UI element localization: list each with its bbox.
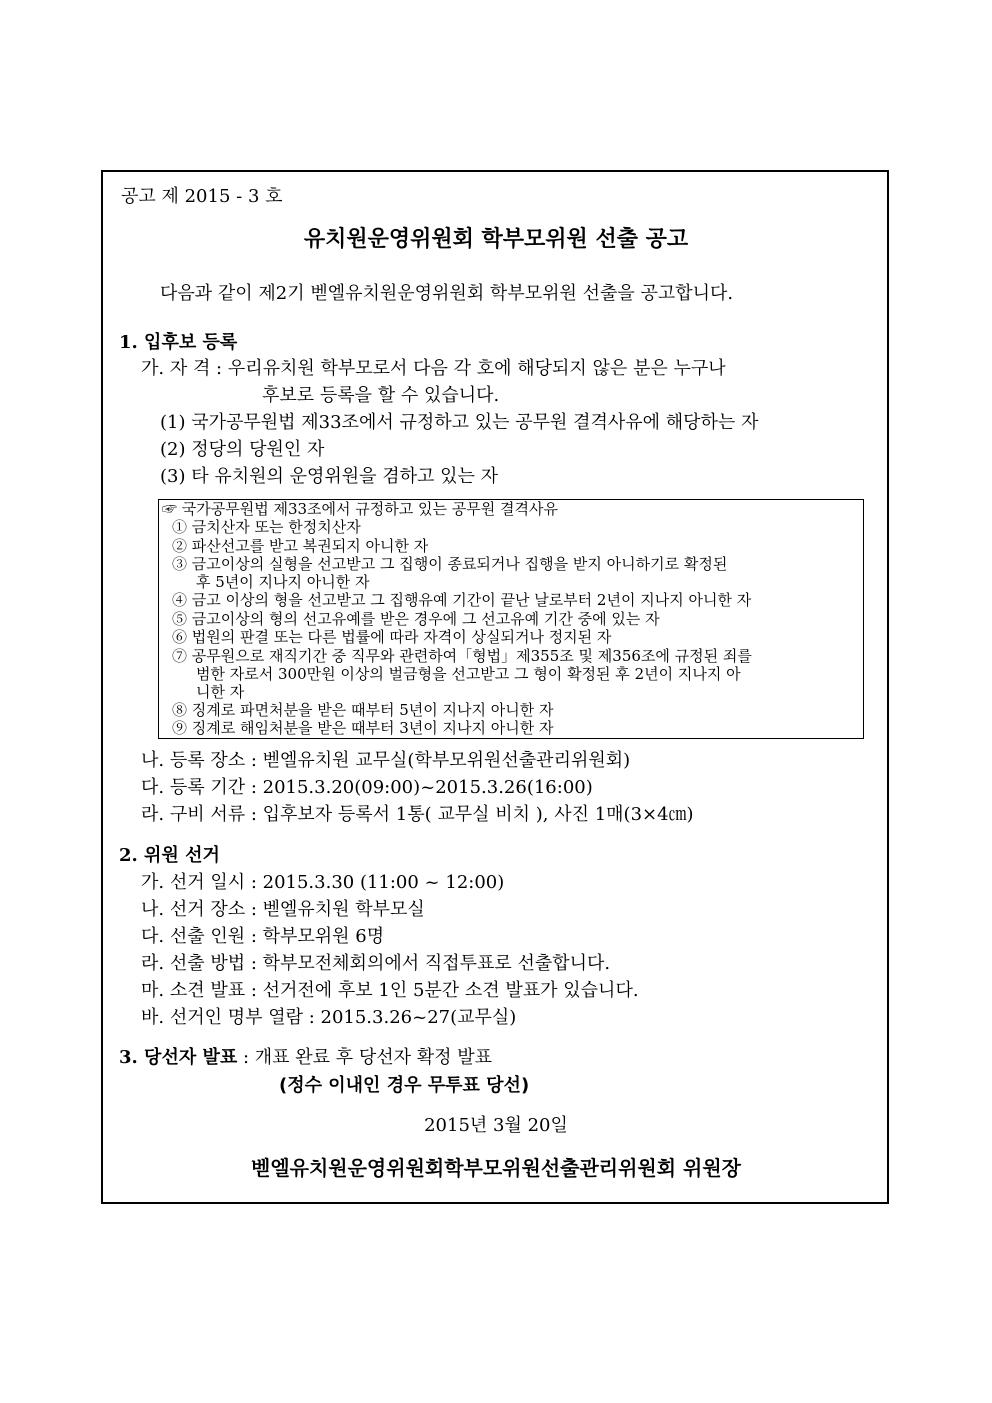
box-line: ③ 금고이상의 실형을 선고받고 그 집행이 종료되거나 집행을 받지 아니하기로 확정된: [172, 555, 728, 573]
box-line: ⑨ 징계로 해임처분을 받은 때부터 3년이 지나지 아니한 자: [172, 719, 554, 737]
notice-date: 2015년 3월 20일: [424, 1115, 568, 1136]
registration-place: 나. 등록 장소 : 벧엘유치원 교무실(학부모위원선출관리위원회): [141, 750, 631, 771]
signature-line: 벧엘유치원운영위원회학부모위원선출관리위원회 위원장: [251, 1156, 741, 1180]
election-item: 바. 선거인 명부 열람 : 2015.3.26~27(교무실): [141, 1007, 517, 1028]
box-line: 범한 자로서 300만원 이상의 벌금형을 선고받고 그 형이 확정된 후 2년이 지나지 아: [196, 665, 741, 683]
registration-period: 다. 등록 기간 : 2015.3.20(09:00)~2015.3.26(16:00): [141, 777, 593, 798]
required-documents: 라. 구비 서류 : 입후보자 등록서 1통( 교무실 비치 ), 사진 1매(3×4㎝): [141, 804, 694, 825]
eligibility-line-1: 가. 자 격 : 우리유치원 학부모로서 다음 각 호에 해당되지 않은 분은 누구나: [141, 358, 726, 379]
section-2-heading: 2. 위원 선거: [119, 845, 220, 866]
box-line: ⑥ 법원의 판결 또는 다른 법률에 따라 자격이 상실되거나 정지된 자: [172, 628, 612, 646]
box-line: ① 금치산자 또는 한정치산자: [172, 518, 361, 536]
box-line: ④ 금고 이상의 형을 선고받고 그 집행유예 기간이 끝난 날로부터 2년이 지나지 아니한 자: [172, 591, 752, 609]
box-title: ☞ 국가공무원법 제33조에서 규정하고 있는 공무원 결격사유: [162, 500, 558, 518]
box-line: ⑤ 금고이상의 형의 선고유예를 받은 경우에 그 선고유예 기간 중에 있는 자: [172, 610, 660, 628]
election-item: 라. 선출 방법 : 학부모전체회의에서 직접투표로 선출합니다.: [141, 953, 611, 974]
exclusion-item: (1) 국가공무원법 제33조에서 규정하고 있는 공무원 결격사유에 해당하는 자: [160, 412, 759, 433]
election-item: 가. 선거 일시 : 2015.3.30 (11:00 ~ 12:00): [141, 872, 505, 893]
box-line: ② 파산선고를 받고 복권되지 아니한 자: [172, 537, 429, 555]
uncontested-note: (정수 이내인 경우 무투표 당선): [279, 1075, 530, 1096]
notice-number: 공고 제 2015 - 3 호: [121, 186, 283, 207]
section-3-text: : 개표 완료 후 당선자 확정 발표: [237, 1047, 493, 1068]
box-line: 니한 자: [196, 683, 245, 701]
election-item: 마. 소견 발표 : 선거전에 후보 1인 5분간 소견 발표가 있습니다.: [141, 980, 639, 1001]
section-3-line: [119, 1047, 492, 1069]
election-item: 나. 선거 장소 : 벧엘유치원 학부모실: [141, 899, 425, 920]
box-line: ⑦ 공무원으로 재직기간 중 직무와 관련하여「형법」제355조 및 제356조에 규정된 죄를: [172, 647, 752, 665]
intro-text: 다음과 같이 제2기 벧엘유치원운영위원회 학부모위원 선출을 공고합니다.: [160, 283, 734, 304]
eligibility-line-2: 후보로 등록을 할 수 있습니다.: [262, 385, 500, 406]
exclusion-item: (2) 정당의 당원인 자: [160, 439, 325, 460]
section-3-heading: 3. 당선자 발표: [119, 1047, 238, 1068]
box-line: ⑧ 징계로 파면처분을 받은 때부터 5년이 지나지 아니한 자: [172, 701, 554, 719]
exclusion-item: (3) 타 유치원의 운영위원을 겸하고 있는 자: [160, 466, 499, 487]
page-title: 유치원운영위원회 학부모위원 선출 공고: [303, 226, 689, 252]
box-line: 후 5년이 지나지 아니한 자: [196, 573, 370, 591]
election-item: 다. 선출 인원 : 학부모위원 6명: [141, 926, 385, 947]
section-1-heading: 1. 입후보 등록: [119, 332, 238, 353]
